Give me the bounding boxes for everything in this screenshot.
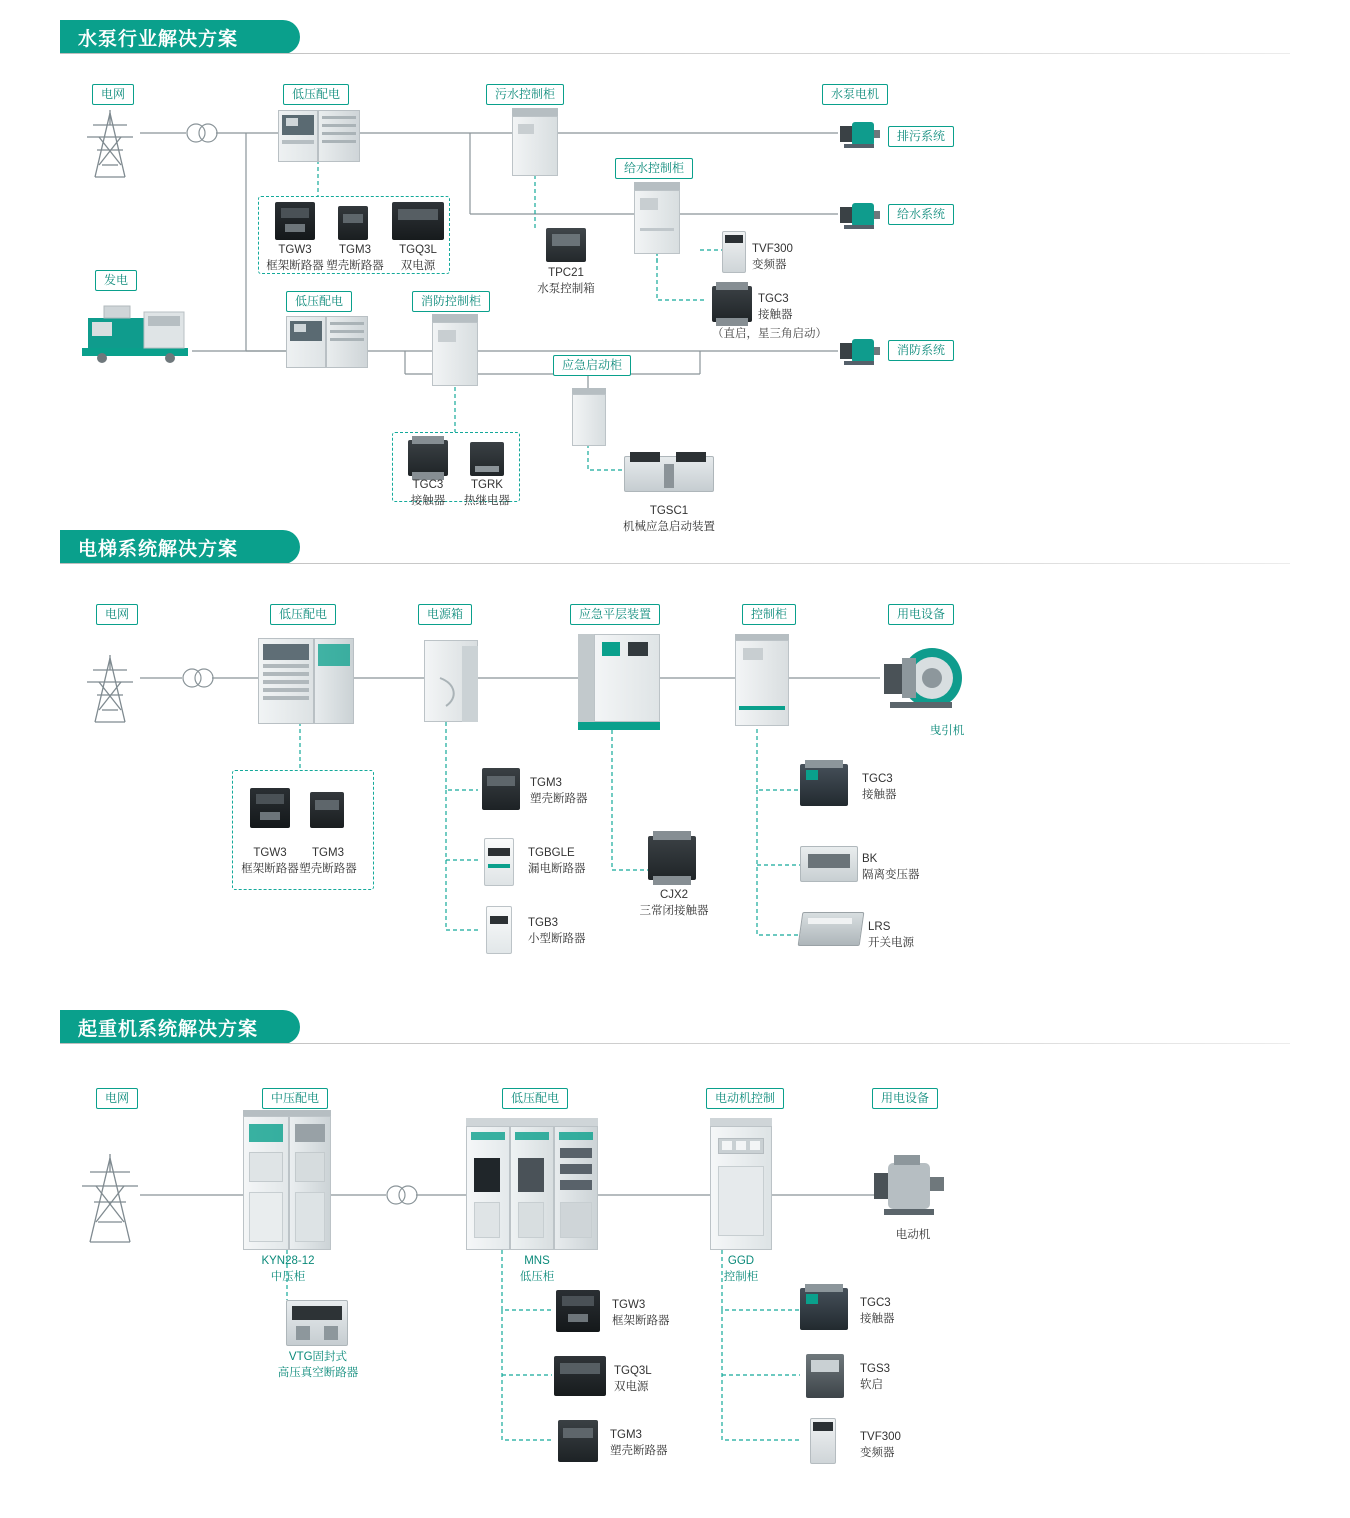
device-tgq3l-icon [392,202,444,240]
caption-traction-machine: 曳引机 [929,725,965,737]
power-tower-icon [75,105,145,185]
divider [60,1043,1290,1044]
device-tgm3-icon [558,1420,598,1462]
device-bk-transformer-icon [800,846,858,882]
caption-tgs3: TGS3 软启 [860,1363,891,1391]
section-title-elevator: 电梯系统解决方案 [60,530,300,564]
tag-crane-lv: 低压配电 [502,1088,568,1109]
tag-control-cabinet: 控制柜 [742,604,796,625]
device-tgsc1-icon [624,452,714,492]
device-tgw3-icon [275,202,315,240]
caption-elevator-tgc3: TGC3 接触器 [862,773,897,801]
device-tpc21-icon [546,228,586,262]
device-tgrk-icon [470,442,504,476]
caption-cjx2: CJX2 三常闭接触器 [639,889,709,917]
tag-power-box: 电源箱 [418,604,472,625]
device-lrs-power-supply-icon [800,912,862,946]
tag-sewage-control-cabinet: 污水控制柜 [486,84,564,105]
power-tower-icon [72,1150,148,1250]
tag-crane-load: 用电设备 [872,1088,938,1109]
tag-elevator-load: 用电设备 [888,604,954,625]
motor-icon-sewage [838,118,882,150]
mv-switchgear-cabinet [243,1110,331,1250]
generator-icon [78,296,193,368]
device-vtg-breaker-icon [286,1300,348,1346]
caption-vtg: VTG固封式 高压真空断路器 [277,1351,359,1379]
caption-tgc3-emergency: TGC3 接触器 [410,479,446,507]
transformer-icon [178,667,218,689]
tag-crane-grid: 电网 [96,1088,138,1109]
tag-motor-control: 电动机控制 [706,1088,784,1109]
caption-tgsc1: TGSC1 机械应急启动装置 [623,505,715,533]
caption-elevator-tgw3: TGW3 框架断路器 [241,847,299,875]
motor-icon-crane [872,1155,952,1221]
caption-tgw3: TGW3 框架断路器 [266,244,324,272]
lv-distribution-cabinet-1 [278,110,360,162]
device-tgm3-icon [338,206,368,240]
caption-tgm3-molded: TGM3 塑壳断路器 [530,777,588,805]
transformer-icon [382,1184,422,1206]
tag-fire-system: 消防系统 [888,340,954,361]
tag-grid: 电网 [92,84,134,105]
caption-tgb3: TGB3 小型断路器 [528,917,586,945]
tag-fire-control-cabinet: 消防控制柜 [412,291,490,312]
elevator-control-cabinet [735,634,789,726]
tag-pump-motor: 水泵电机 [822,84,888,105]
divider [60,53,1290,54]
caption-lrs: LRS 开关电源 [868,921,914,949]
caption-bk: BK 隔离变压器 [862,853,920,881]
tag-emergency-start-cabinet: 应急启动柜 [553,355,631,376]
power-box [424,640,478,722]
tag-generator: 发电 [95,270,137,291]
emergency-start-cabinet [572,388,606,446]
tag-water-supply-cabinet: 给水控制柜 [615,158,693,179]
device-tgc3-icon [800,1288,848,1330]
device-tgm3-2-icon [482,768,520,810]
caption-crane-tgq3l: TGQ3L 双电源 [614,1365,652,1393]
caption-crane-tvf300: TVF300 变频器 [860,1431,901,1459]
device-tgb3-icon [486,906,512,954]
caption-tgc3-pump: TGC3 接触器 [758,293,793,321]
caption-crane-tgm3: TGM3 塑壳断路器 [610,1429,668,1457]
device-tgs3-softstarter-icon [806,1354,844,1398]
device-tgc3-icon [800,764,848,806]
tag-sewage-system: 排污系统 [888,126,954,147]
transformer-icon [182,122,222,144]
traction-machine-icon [880,640,966,720]
tag-leveling-device: 应急平层装置 [570,604,660,625]
note-start-mode: （直启，星三角启动） [712,328,827,340]
caption-tgrk: TGRK 热继电器 [464,479,510,507]
device-cjx2-icon [648,836,696,880]
device-tvf300-icon [722,231,746,273]
section-header-crane [60,1010,1290,1044]
motor-icon-water [838,199,882,231]
mns-lv-cabinet [466,1118,598,1250]
caption-tgm3: TGM3 塑壳断路器 [326,244,384,272]
caption-mns: MNS 低压柜 [519,1255,555,1283]
power-tower-icon [75,650,145,730]
caption-tgbgle: TGBGLE 漏电断路器 [528,847,586,875]
sewage-control-cabinet [512,108,558,176]
device-tgq3l-icon [554,1356,606,1396]
device-tgm3-icon [310,792,344,828]
tag-water-supply-system: 给水系统 [888,204,954,225]
section-header-elevator [60,530,1290,564]
ggd-control-cabinet [710,1118,772,1250]
water-supply-control-cabinet [634,182,680,254]
fire-control-cabinet [432,314,478,386]
caption-kyn28: KYN28-12 中压柜 [261,1255,315,1283]
caption-ggd: GGD 控制柜 [723,1255,759,1283]
lv-distribution-cabinet-2 [286,316,368,368]
divider [60,563,1290,564]
device-tgw3-icon [250,788,290,828]
caption-tvf300: TVF300 变频器 [752,243,793,271]
caption-crane-tgw3: TGW3 框架断路器 [612,1299,670,1327]
tag-elevator-grid: 电网 [96,604,138,625]
caption-tpc21: TPC21 水泵控制箱 [537,267,595,295]
tag-mv-distribution: 中压配电 [262,1088,328,1109]
caption-tgq3l: TGQ3L 双电源 [399,244,437,272]
device-tgw3-icon [556,1290,600,1332]
caption-elevator-tgm3: TGM3 塑壳断路器 [299,847,357,875]
caption-motor: 电动机 [895,1229,931,1241]
tag-lv-distribution-1: 低压配电 [283,84,349,105]
tag-lv-distribution-2: 低压配电 [286,291,352,312]
section-title-crane: 起重机系统解决方案 [60,1010,300,1044]
emergency-leveling-device [578,634,660,730]
device-tgbgle-icon [484,838,514,886]
section-header-pump [60,20,1290,54]
section-title-pump: 水泵行业解决方案 [60,20,300,54]
tag-elevator-lv: 低压配电 [270,604,336,625]
device-tgc3-2-icon [408,440,448,476]
device-tgc3-icon [712,286,752,322]
device-tvf300-icon [810,1418,836,1464]
elevator-lv-cabinet [258,638,354,724]
caption-crane-tgc3: TGC3 接触器 [860,1297,895,1325]
motor-icon-fire [838,335,882,367]
